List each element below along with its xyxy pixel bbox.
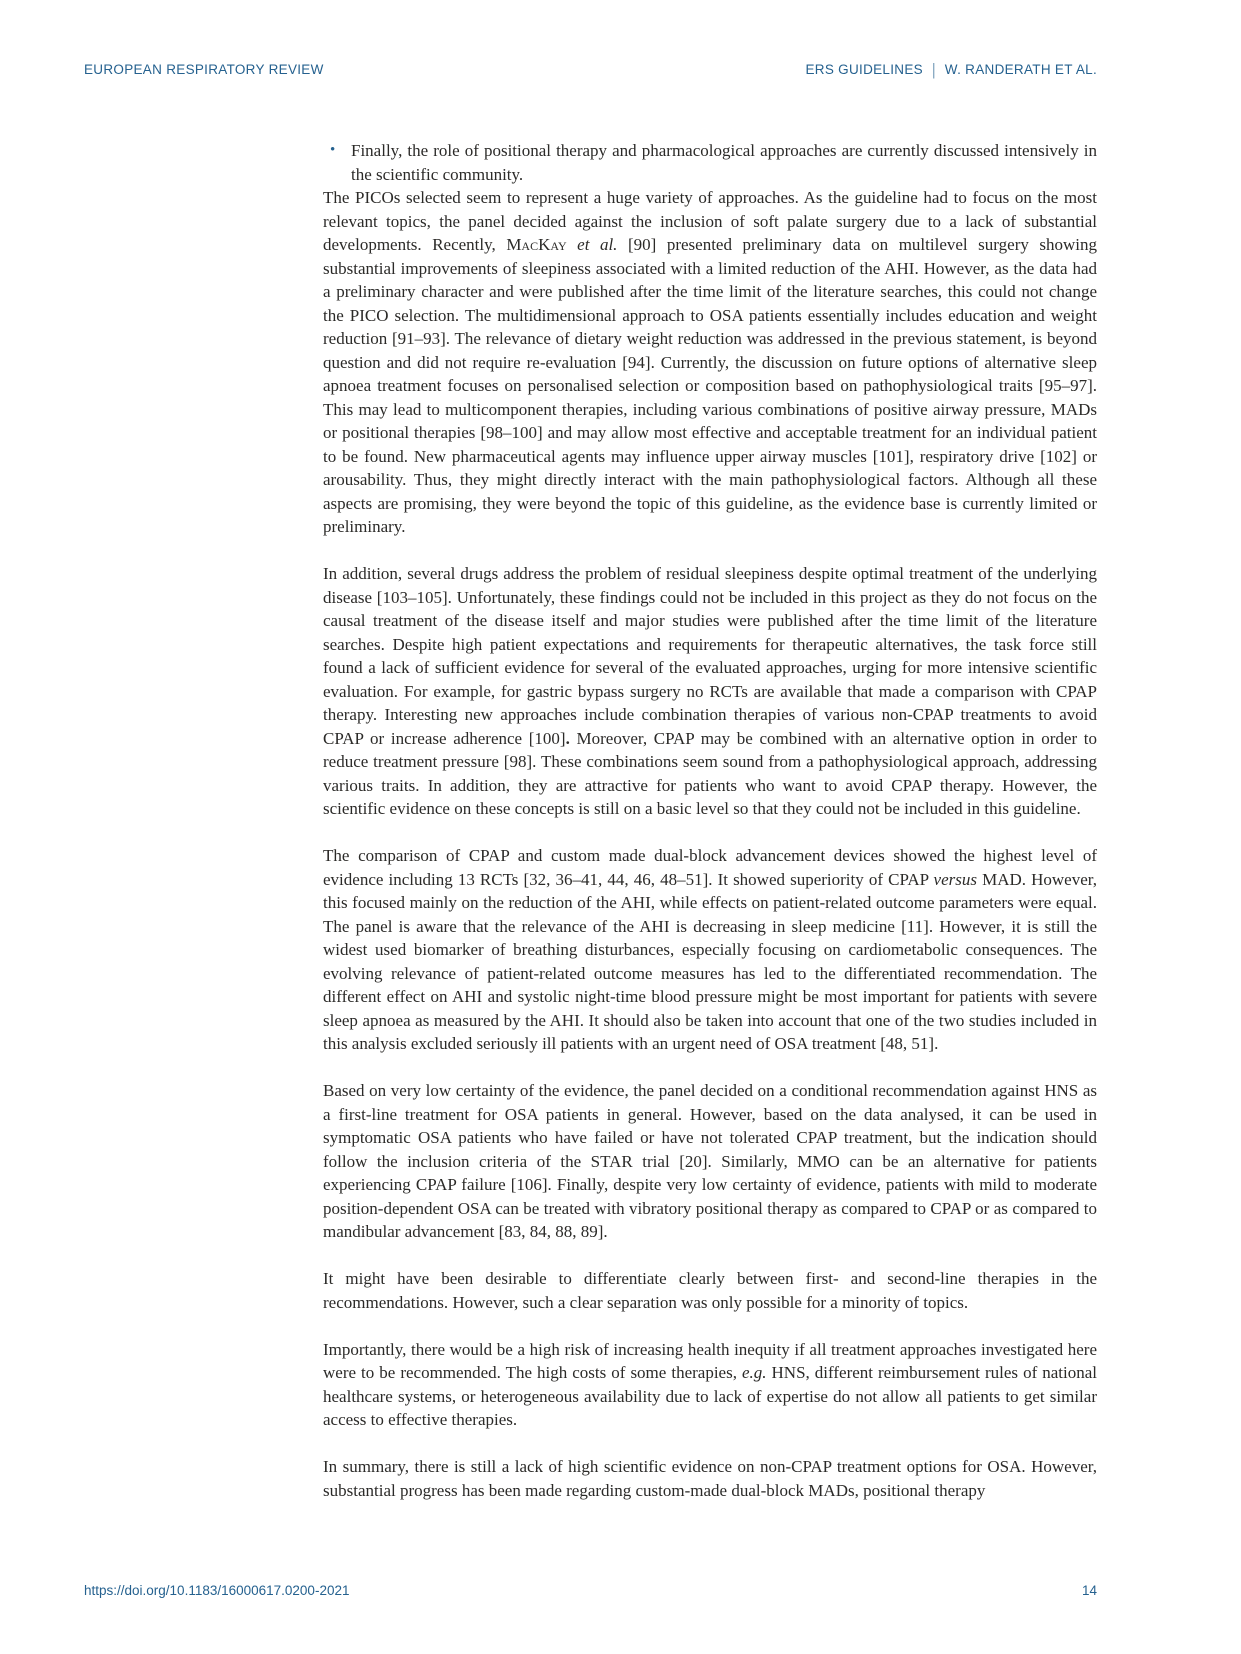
bullet-list-item xyxy=(323,139,1097,186)
paragraph: The comparison of CPAP and custom made dual-block advancement devices showed the highest level of evidence including 13 RCTs [32, 36–41, 44, 46, 48–51]. It showed superiority of CPAP versus MAD. However, this focused mainly on the reduction of the AHI, while effects on patient-related outcome parameters were equal. The panel is aware that the relevance of the AHI is decreasing in sleep medicine [11]. However, it is still the widest used biomarker of breathing disturbances, especially focusing on cardiometabolic consequences. The evolving relevance of patient-related outcome measures has led to the differentiated recommendation. The different effect on AHI and systolic night-time blood pressure might be most important for patients with severe sleep apnoea as measured by the AHI. It should also be taken into account that one of the two studies included in this analysis excluded seriously ill patients with an urgent need of OSA treatment [48, 51]. xyxy=(323,846,1097,1053)
paragraph: In addition, several drugs address the problem of residual sleepiness despite optimal treatment of the underlying disease [103–105]. Unfortunately, these findings could not be included in this project as they do not focus on the causal treatment of the disease itself and major studies were published after the time limit of the literature searches. Despite high patient expectations and requirements for therapeutic alternatives, the task force still found a lack of sufficient evidence for several of the evaluated approaches, urging for more intensive scientific evaluation. For example, for gastric bypass surgery no RCTs are available that made a comparison with CPAP therapy. Interesting new approaches include combination therapies of various non-CPAP treatments to avoid CPAP or increase adherence [100]. Moreover, CPAP may be combined with an alternative option in order to reduce treatment pressure [98]. These combinations seem sound from a pathophysiological approach, addressing various traits. In addition, they are attractive for patients who want to avoid CPAP therapy. However, the scientific evidence on these concepts is still on a basic level so that they could not be included in this guideline. xyxy=(323,564,1097,818)
journal-name: EUROPEAN RESPIRATORY REVIEW xyxy=(84,62,324,77)
page-header xyxy=(84,62,1097,77)
paragraph: It might have been desirable to differentiate clearly between first- and second-line therapies in the recommendations. However, such a clear separation was only possible for a minority of topics. xyxy=(323,1269,1097,1312)
paragraph: Based on very low certainty of the evidence, the panel decided on a conditional recommendation against HNS as a first-line treatment for OSA patients in general. However, based on the data analysed, it can be used in symptomatic OSA patients who have failed or have not tolerated CPAP treatment, but the indication should follow the inclusion criteria of the STAR trial [20]. Similarly, MMO can be an alternative for patients experiencing CPAP failure [106]. Finally, despite very low certainty of evidence, patients with mild to moderate position-dependent OSA can be treated with vibratory positional therapy as compared to CPAP or as compared to mandibular advancement [83, 84, 88, 89]. xyxy=(323,1081,1097,1241)
article-body xyxy=(323,139,1097,1502)
paragraph: In summary, there is still a lack of high scientific evidence on non-CPAP treatment options for OSA. However, substantial progress has been made regarding custom-made dual-block MADs, positional therapy xyxy=(323,1457,1097,1500)
doi-link[interactable]: https://doi.org/10.1183/16000617.0200-2021 xyxy=(84,1583,350,1598)
bullet-marker-icon: • xyxy=(330,142,336,158)
paragraph: Importantly, there would be a high risk of increasing health inequity if all treatment approaches investigated here were to be recommended. The high costs of some therapies, e.g. HNS, different reimbursement rules of national healthcare systems, or heterogeneous availability due to lack of expertise do not allow all patients to get similar access to effective therapies. xyxy=(323,1339,1097,1429)
paragraph: The PICOs selected seem to represent a huge variety of approaches. As the guideline had to focus on the most relevant topics, the panel decided against the inclusion of soft palate surgery due to a lack of substantial developments. Recently, MacKay et al. [90] presented preliminary data on multilevel surgery showing substantial improvements of sleepiness associated with a limited reduction of the AHI. However, as the data had a preliminary character and were published after the time limit of the literature searches, this could not change the PICO selection. The multidimensional approach to OSA patients essentially includes education and weight reduction [91–93]. The relevance of dietary weight reduction was addressed in the previous statement, is beyond question and did not require re-evaluation [94]. Currently, the discussion on future options of alternative sleep apnoea treatment focuses on personalised selection or composition based on pathophysiological traits [95–97]. This may lead to multicomponent therapies, including various combinations of positive airway pressure, MADs or positional therapies [98–100] and may allow most effective and acceptable treatment for an individual patient to be found. New pharmaceutical agents may influence upper airway muscles [101], respiratory drive [102] or arousability. Thus, they might directly interact with the main pathophysiological factors. Although all these aspects are promising, they were beyond the topic of this guideline, as the evidence base is currently limited or preliminary. xyxy=(323,188,1097,536)
header-separator: | xyxy=(931,60,936,79)
header-right-group xyxy=(805,62,1097,77)
article-authors: W. RANDERATH ET AL. xyxy=(944,62,1097,77)
page-number: 14 xyxy=(1081,1583,1097,1598)
paragraphs-container xyxy=(323,186,1097,1502)
article-section-label: ERS GUIDELINES xyxy=(805,62,923,77)
page-footer xyxy=(84,1583,1097,1598)
bullet-item-text: Finally, the role of positional therapy and pharmacological approaches are currently discussed intensively in the scientific community. xyxy=(351,141,1097,184)
